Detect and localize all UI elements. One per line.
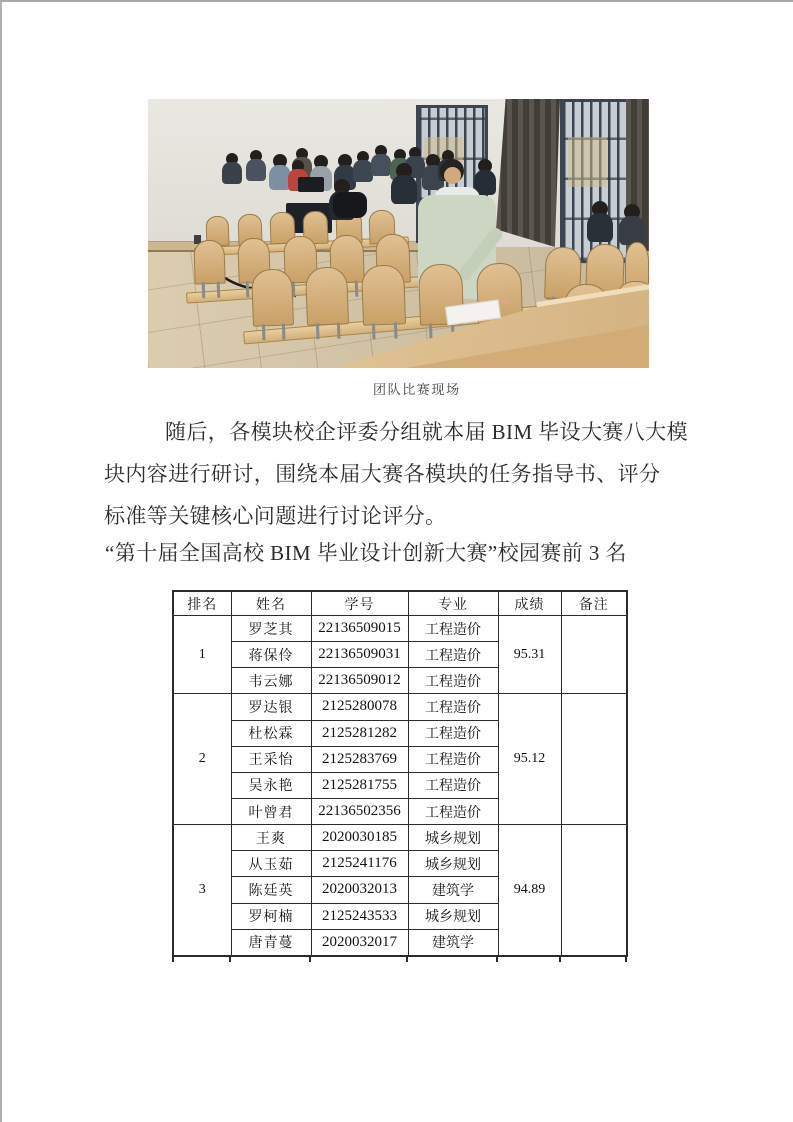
table-row — [173, 694, 627, 720]
name-cell: 杜松霖 — [231, 720, 311, 746]
column-header: 专业 — [408, 591, 498, 616]
chair-back — [193, 239, 226, 284]
results-table-area — [172, 590, 630, 964]
chair-back — [361, 264, 406, 325]
major-cell: 工程造价 — [408, 746, 498, 772]
student-figure — [246, 159, 265, 181]
student-id-cell: 22136502356 — [311, 798, 408, 824]
table-grid-stub — [172, 957, 174, 962]
student-figure — [353, 160, 372, 182]
body-paragraph — [104, 411, 704, 537]
results-table — [172, 590, 628, 957]
major-cell: 工程造价 — [408, 798, 498, 824]
name-cell: 叶曾君 — [231, 798, 311, 824]
table-row — [173, 616, 627, 642]
student-id-cell: 22136509012 — [311, 668, 408, 694]
student-id-cell: 2125281755 — [311, 772, 408, 798]
classroom-photo — [148, 99, 649, 368]
name-cell: 蒋保伶 — [231, 642, 311, 668]
table-grid-stub — [559, 957, 561, 962]
student-id-cell: 22136509031 — [311, 642, 408, 668]
major-cell: 工程造价 — [408, 668, 498, 694]
name-cell: 王采怡 — [231, 746, 311, 772]
major-cell: 城乡规划 — [408, 851, 498, 877]
student-id-cell: 2125241176 — [311, 851, 408, 877]
name-cell: 罗达银 — [231, 694, 311, 720]
name-cell: 从玉茹 — [231, 851, 311, 877]
major-cell: 工程造价 — [408, 694, 498, 720]
column-header: 排名 — [173, 591, 231, 616]
score-cell: 94.89 — [498, 825, 561, 956]
name-cell: 吴永艳 — [231, 772, 311, 798]
major-cell: 工程造价 — [408, 642, 498, 668]
chair-back — [251, 268, 294, 326]
table-grid-stub — [229, 957, 231, 962]
paragraph-line: 块内容进行研讨，围绕本届大赛各模块的任务指导书、评分 — [104, 462, 661, 486]
rank-cell: 1 — [173, 616, 231, 694]
table-grid-stub — [309, 957, 311, 962]
laptop — [298, 177, 324, 192]
table-header-row — [173, 591, 627, 616]
chair-back — [305, 266, 349, 325]
backpack — [333, 192, 367, 218]
table-row — [173, 825, 627, 851]
score-cell: 95.12 — [498, 694, 561, 825]
student-figure — [222, 162, 241, 184]
table-grid-stub — [496, 957, 498, 962]
student-id-cell: 2020030185 — [311, 825, 408, 851]
table-grid-stub — [406, 957, 408, 962]
student-id-cell: 22136509015 — [311, 616, 408, 642]
student-id-cell: 2125243533 — [311, 903, 408, 929]
major-cell: 城乡规划 — [408, 825, 498, 851]
rank-cell: 2 — [173, 694, 231, 825]
paragraph-line: 标准等关键核心问题进行讨论评分。 — [104, 504, 447, 528]
name-cell: 陈廷英 — [231, 877, 311, 903]
student-id-cell: 2125283769 — [311, 746, 408, 772]
name-cell: 王爽 — [231, 825, 311, 851]
score-cell: 95.31 — [498, 616, 561, 694]
rank-cell: 3 — [173, 825, 231, 956]
column-header: 学号 — [311, 591, 408, 616]
paragraph-line: 随后，各模块校企评委分组就本届 BIM 毕设大赛八大模 — [165, 420, 688, 444]
major-cell: 工程造价 — [408, 616, 498, 642]
student-id-cell: 2020032017 — [311, 929, 408, 956]
name-cell: 罗芝其 — [231, 616, 311, 642]
student-id-cell: 2125280078 — [311, 694, 408, 720]
student-figure — [391, 175, 417, 204]
student-hand — [500, 297, 511, 304]
ranking-heading: “第十届全国高校 BIM 毕业设计创新大赛”校园赛前 3 名 — [105, 541, 627, 565]
student-figure — [619, 216, 645, 245]
major-cell: 工程造价 — [408, 772, 498, 798]
student-figure — [587, 213, 613, 242]
column-header: 姓名 — [231, 591, 311, 616]
name-cell: 唐青蔓 — [231, 929, 311, 956]
note-cell — [561, 694, 627, 825]
name-cell: 韦云娜 — [231, 668, 311, 694]
column-header: 备注 — [561, 591, 627, 616]
major-cell: 城乡规划 — [408, 903, 498, 929]
student-face — [444, 167, 461, 184]
major-cell: 建筑学 — [408, 929, 498, 956]
name-cell: 罗柯楠 — [231, 903, 311, 929]
photo-caption: 团队比赛现场 — [373, 382, 461, 397]
table-grid-stub — [625, 957, 627, 962]
major-cell: 工程造价 — [408, 720, 498, 746]
note-cell — [561, 616, 627, 694]
note-cell — [561, 825, 627, 956]
student-figure — [371, 154, 390, 176]
column-header: 成绩 — [498, 591, 561, 616]
major-cell: 建筑学 — [408, 877, 498, 903]
student-id-cell: 2125281282 — [311, 720, 408, 746]
student-id-cell: 2020032013 — [311, 877, 408, 903]
